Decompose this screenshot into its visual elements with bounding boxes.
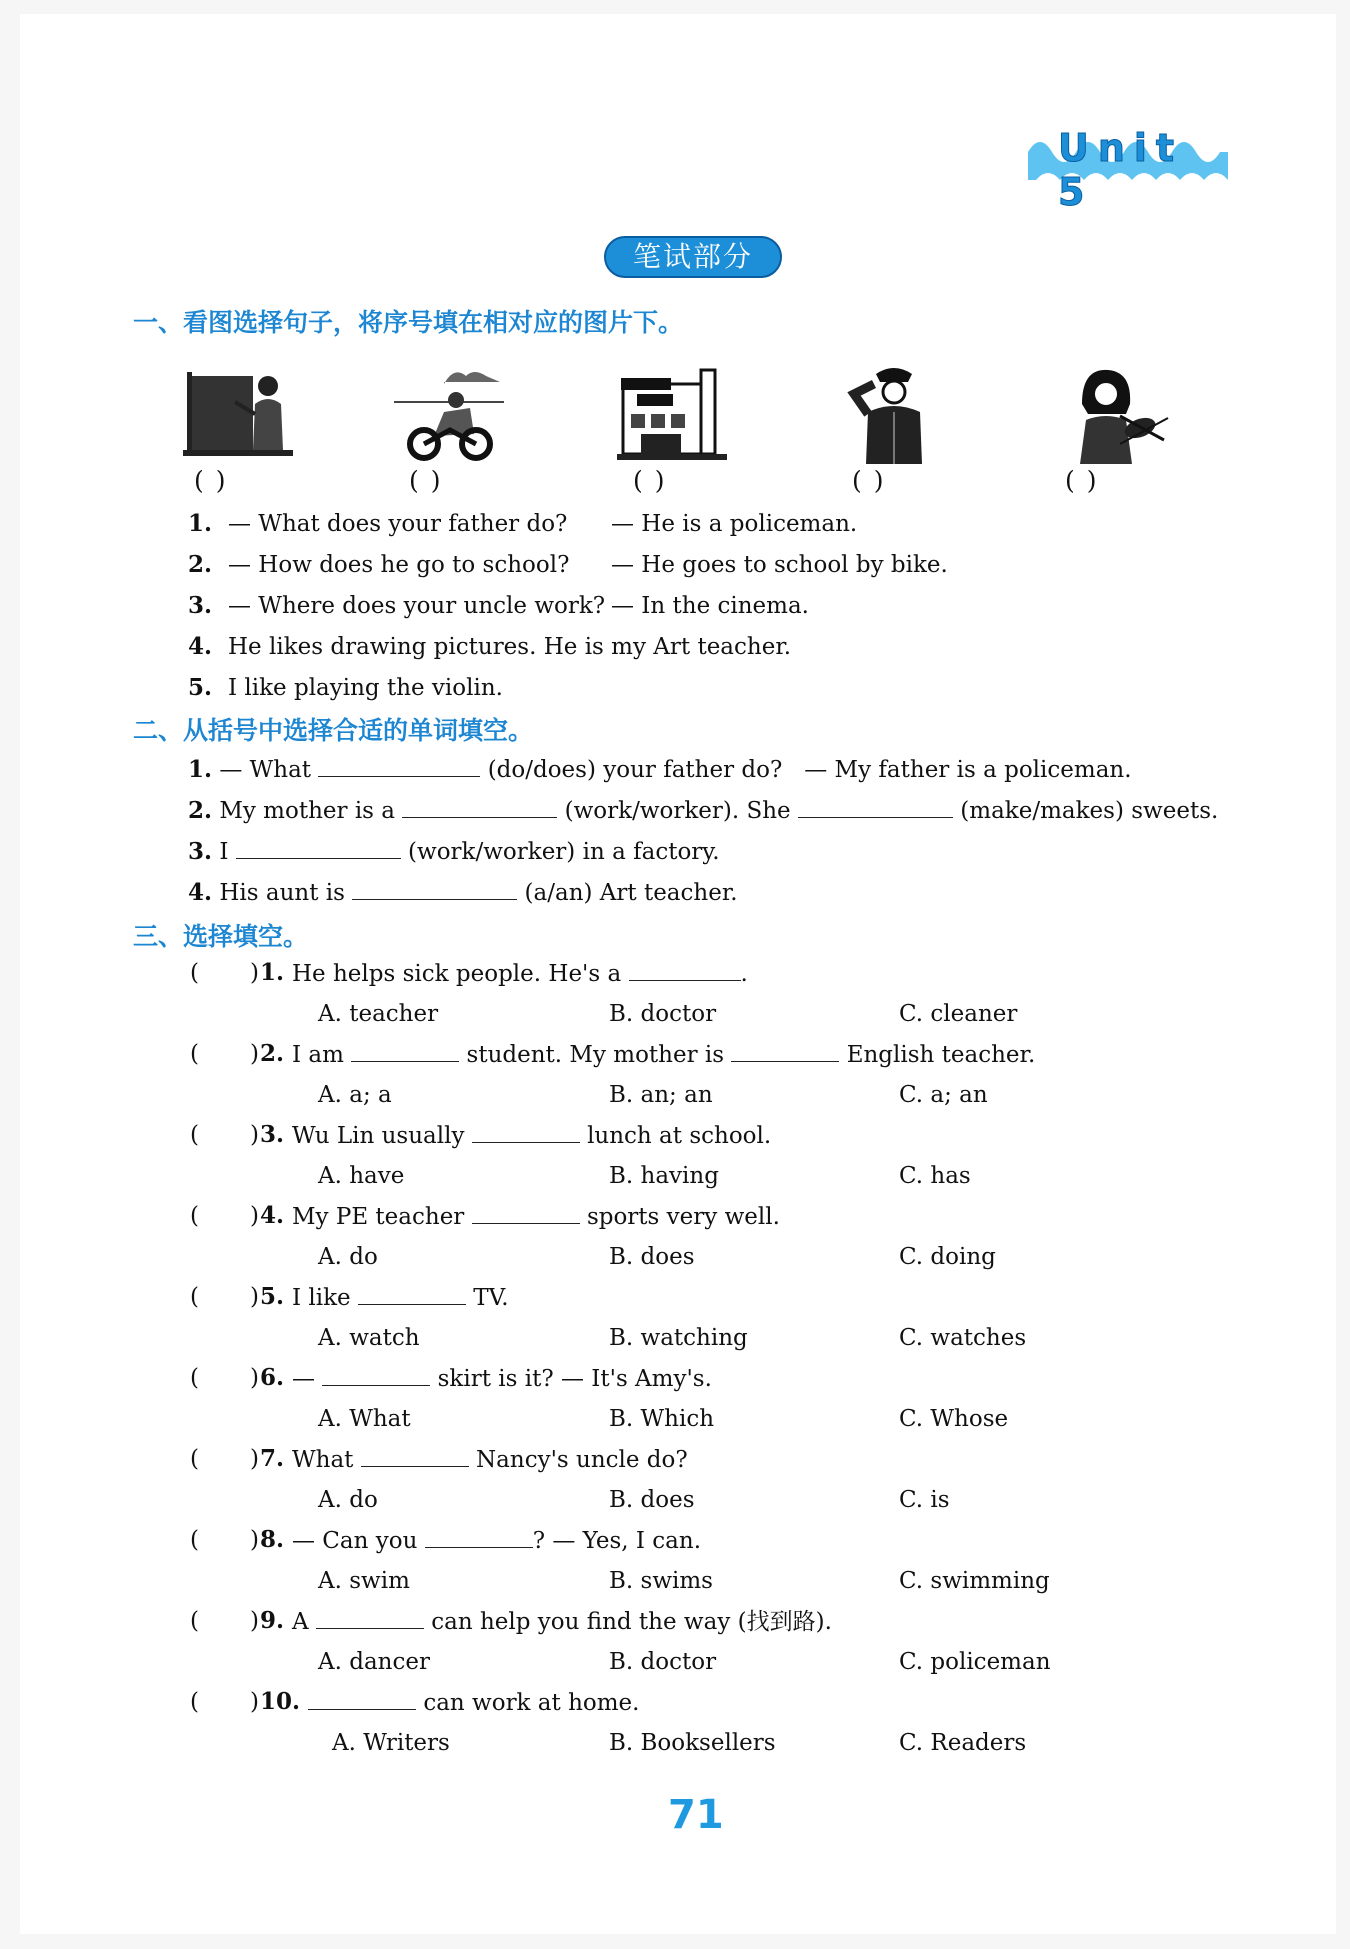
option-c[interactable]: C. Whose bbox=[899, 1406, 1009, 1432]
violinist-icon bbox=[1060, 364, 1170, 464]
part3-question-6: ( ) 6. — skirt is it? — It's Amy's. bbox=[190, 1364, 712, 1392]
option-c[interactable]: C. Readers bbox=[899, 1730, 1027, 1756]
page-number: 71 bbox=[668, 1792, 724, 1838]
part3-question-5: ( ) 5. I like TV. bbox=[190, 1283, 509, 1311]
part1-sentence-1: 1. — What does your father do? — He is a policeman. bbox=[188, 510, 858, 537]
part3-question-8: ( ) 8. — Can you ? — Yes, I can. bbox=[190, 1526, 702, 1554]
worksheet-page bbox=[20, 14, 1336, 1934]
option-b[interactable]: B. an; an bbox=[609, 1082, 713, 1108]
option-b[interactable]: B. doctor bbox=[609, 1649, 717, 1675]
part3-question-10: ( ) 10. can work at home. bbox=[190, 1688, 640, 1716]
answer-box[interactable] bbox=[210, 1120, 250, 1146]
fill-blank[interactable] bbox=[361, 1444, 469, 1467]
answer-box[interactable] bbox=[210, 958, 250, 984]
part1-sentence-2: 2. — How does he go to school? — He goes to school by bike. bbox=[188, 551, 948, 578]
part3-question-7: ( ) 7. What Nancy's uncle do? bbox=[190, 1445, 688, 1473]
option-c[interactable]: C. doing bbox=[899, 1244, 996, 1270]
answer-box[interactable] bbox=[210, 1606, 250, 1632]
option-c[interactable]: C. a; an bbox=[899, 1082, 988, 1108]
option-a[interactable]: A. a; a bbox=[318, 1082, 392, 1108]
option-c[interactable]: C. is bbox=[899, 1487, 950, 1513]
option-a[interactable]: A. have bbox=[318, 1163, 405, 1189]
unit-badge bbox=[1028, 122, 1228, 214]
answer-box[interactable] bbox=[210, 1039, 250, 1065]
fill-blank[interactable] bbox=[425, 1525, 533, 1548]
answer-box[interactable] bbox=[210, 1687, 250, 1713]
part3-heading: 三、选择填空。 bbox=[133, 922, 309, 951]
part1-sentence-5: 5. I like playing the violin. bbox=[188, 674, 503, 701]
option-c[interactable]: C. has bbox=[899, 1163, 971, 1189]
part1-sentence-3: 3. — Where does your uncle work? — In the cinema. bbox=[188, 592, 809, 619]
fill-blank[interactable] bbox=[352, 877, 517, 900]
option-a[interactable]: A. What bbox=[318, 1406, 411, 1432]
option-a[interactable]: A. teacher bbox=[318, 1001, 439, 1027]
option-b[interactable]: B. doctor bbox=[609, 1001, 717, 1027]
picture-answer-2[interactable]: ( ) bbox=[409, 466, 443, 495]
cinema-icon bbox=[617, 364, 727, 464]
option-a[interactable]: A. watch bbox=[318, 1325, 420, 1351]
option-b[interactable]: B. having bbox=[609, 1163, 719, 1189]
picture-answer-3[interactable]: ( ) bbox=[633, 466, 667, 495]
fill-blank[interactable] bbox=[629, 958, 741, 981]
fill-blank[interactable] bbox=[402, 795, 557, 818]
fill-blank[interactable] bbox=[322, 1363, 430, 1386]
option-c[interactable]: C. swimming bbox=[899, 1568, 1050, 1594]
part1-heading: 一、看图选择句子，将序号填在相对应的图片下。 bbox=[133, 308, 684, 337]
fill-blank[interactable] bbox=[731, 1039, 839, 1062]
option-b[interactable]: B. does bbox=[609, 1244, 695, 1270]
option-a[interactable]: A. do bbox=[318, 1244, 378, 1270]
option-b[interactable]: B. does bbox=[609, 1487, 695, 1513]
option-b[interactable]: B. Booksellers bbox=[609, 1730, 776, 1756]
fill-blank[interactable] bbox=[318, 754, 480, 777]
option-a[interactable]: A. dancer bbox=[318, 1649, 430, 1675]
answer-box[interactable] bbox=[210, 1363, 250, 1389]
fill-blank[interactable] bbox=[308, 1687, 416, 1710]
painter-icon bbox=[183, 364, 293, 464]
part2-item-3: 3. I (work/worker) in a factory. bbox=[188, 838, 720, 865]
picture-answer-5[interactable]: ( ) bbox=[1065, 466, 1099, 495]
option-c[interactable]: C. watches bbox=[899, 1325, 1027, 1351]
part2-item-1: 1. — What (do/does) your father do? — My father is a policeman. bbox=[188, 756, 1132, 783]
part3-question-4: ( ) 4. My PE teacher sports very well. bbox=[190, 1202, 780, 1230]
fill-blank[interactable] bbox=[358, 1282, 466, 1305]
option-c[interactable]: C. cleaner bbox=[899, 1001, 1018, 1027]
fill-blank[interactable] bbox=[472, 1201, 580, 1224]
fill-blank[interactable] bbox=[316, 1606, 424, 1629]
picture-answer-1[interactable]: ( ) bbox=[194, 466, 228, 495]
section-title: 笔试部分 bbox=[604, 236, 782, 278]
part2-item-2: 2. My mother is a (work/worker). She (make/makes) sweets. bbox=[188, 797, 1219, 824]
motorbike-icon bbox=[394, 364, 504, 464]
answer-box[interactable] bbox=[210, 1444, 250, 1470]
answer-box[interactable] bbox=[210, 1282, 250, 1308]
option-a[interactable]: A. Writers bbox=[332, 1730, 450, 1756]
part2-item-4: 4. His aunt is (a/an) Art teacher. bbox=[188, 879, 738, 906]
fill-blank[interactable] bbox=[351, 1039, 459, 1062]
unit-label: Unit 5 bbox=[1058, 126, 1184, 214]
fill-blank[interactable] bbox=[472, 1120, 580, 1143]
option-c[interactable]: C. policeman bbox=[899, 1649, 1051, 1675]
policeman-icon bbox=[838, 364, 948, 464]
part3-question-1: ( ) 1. He helps sick people. He's a . bbox=[190, 959, 748, 987]
part3-question-2: ( ) 2. I am student. My mother is English teacher. bbox=[190, 1040, 1036, 1068]
fill-blank[interactable] bbox=[236, 836, 401, 859]
fill-blank[interactable] bbox=[798, 795, 953, 818]
option-b[interactable]: B. watching bbox=[609, 1325, 748, 1351]
part2-heading: 二、从括号中选择合适的单词填空。 bbox=[133, 716, 534, 745]
answer-box[interactable] bbox=[210, 1201, 250, 1227]
part3-question-3: ( ) 3. Wu Lin usually lunch at school. bbox=[190, 1121, 772, 1149]
option-a[interactable]: A. do bbox=[318, 1487, 378, 1513]
option-b[interactable]: B. Which bbox=[609, 1406, 715, 1432]
option-a[interactable]: A. swim bbox=[318, 1568, 410, 1594]
part1-sentence-4: 4. He likes drawing pictures. He is my Art teacher. bbox=[188, 633, 792, 660]
part3-question-9: ( ) 9. A can help you find the way (找到路). bbox=[190, 1607, 832, 1635]
picture-answer-4[interactable]: ( ) bbox=[852, 466, 886, 495]
option-b[interactable]: B. swims bbox=[609, 1568, 713, 1594]
answer-box[interactable] bbox=[210, 1525, 250, 1551]
